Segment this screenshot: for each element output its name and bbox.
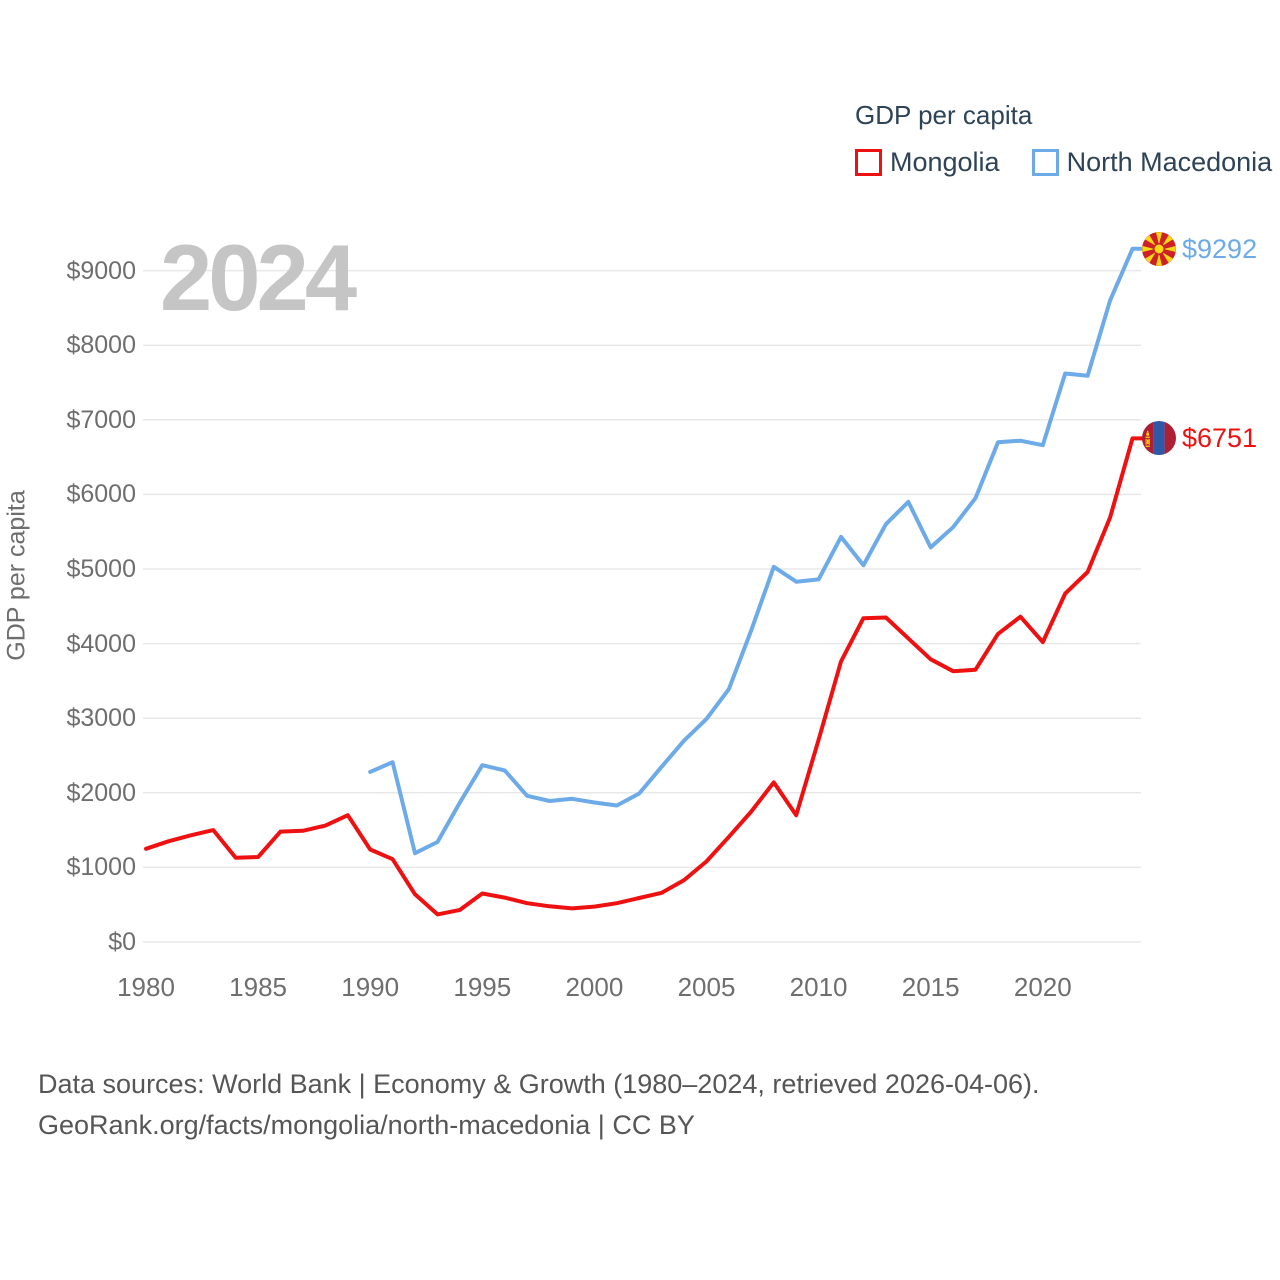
x-tick-label: 2000	[565, 972, 624, 1002]
y-tick-label: $8000	[66, 331, 136, 360]
y-tick-label: $6000	[66, 480, 136, 509]
y-tick-label: $1000	[66, 853, 136, 882]
y-tick-label: $7000	[66, 405, 136, 434]
mongolia-flag-icon	[1142, 421, 1176, 455]
chart-title: GDP per capita	[855, 100, 1033, 130]
x-tick-label: 1995	[453, 972, 512, 1002]
x-tick-label: 2010	[789, 972, 848, 1002]
north-macedonia-end-value: $9292	[1182, 233, 1258, 264]
y-tick-label: $5000	[66, 555, 136, 583]
data-source-footer	[38, 1064, 1040, 1146]
x-tick-label: 1985	[229, 972, 288, 1002]
y-axis-title: GDP per capita	[2, 490, 31, 661]
mongolia-line	[146, 438, 1144, 914]
north-macedonia-flag-icon	[1142, 232, 1176, 266]
north-macedonia-line	[370, 249, 1144, 853]
x-tick-label: 2005	[677, 972, 736, 1002]
y-tick-label: $3000	[66, 704, 136, 733]
mongolia-end-value: $6751	[1182, 423, 1258, 454]
y-tick-label: $9000	[66, 256, 136, 285]
y-tick-label: $4000	[66, 629, 136, 658]
y-tick-label: $2000	[66, 778, 136, 807]
x-tick-label: 2015	[901, 972, 960, 1002]
y-tick-label: $0	[108, 928, 136, 956]
year-watermark: 2024	[160, 225, 354, 330]
legend-label-north-macedonia: North Macedonia	[1066, 147, 1273, 177]
footer-sources-line: Data sources: World Bank | Economy & Growth (1980–2024, retrieved 2026-04-06).	[38, 1069, 1040, 1099]
x-tick-label: 1990	[341, 972, 400, 1002]
x-tick-label: 2020	[1013, 972, 1072, 1002]
legend-label-mongolia: Mongolia	[890, 147, 1000, 177]
x-tick-label: 1980	[117, 972, 175, 1002]
footer-attribution-line: GeoRank.org/facts/mongolia/north-macedonia | CC BY	[38, 1110, 695, 1140]
